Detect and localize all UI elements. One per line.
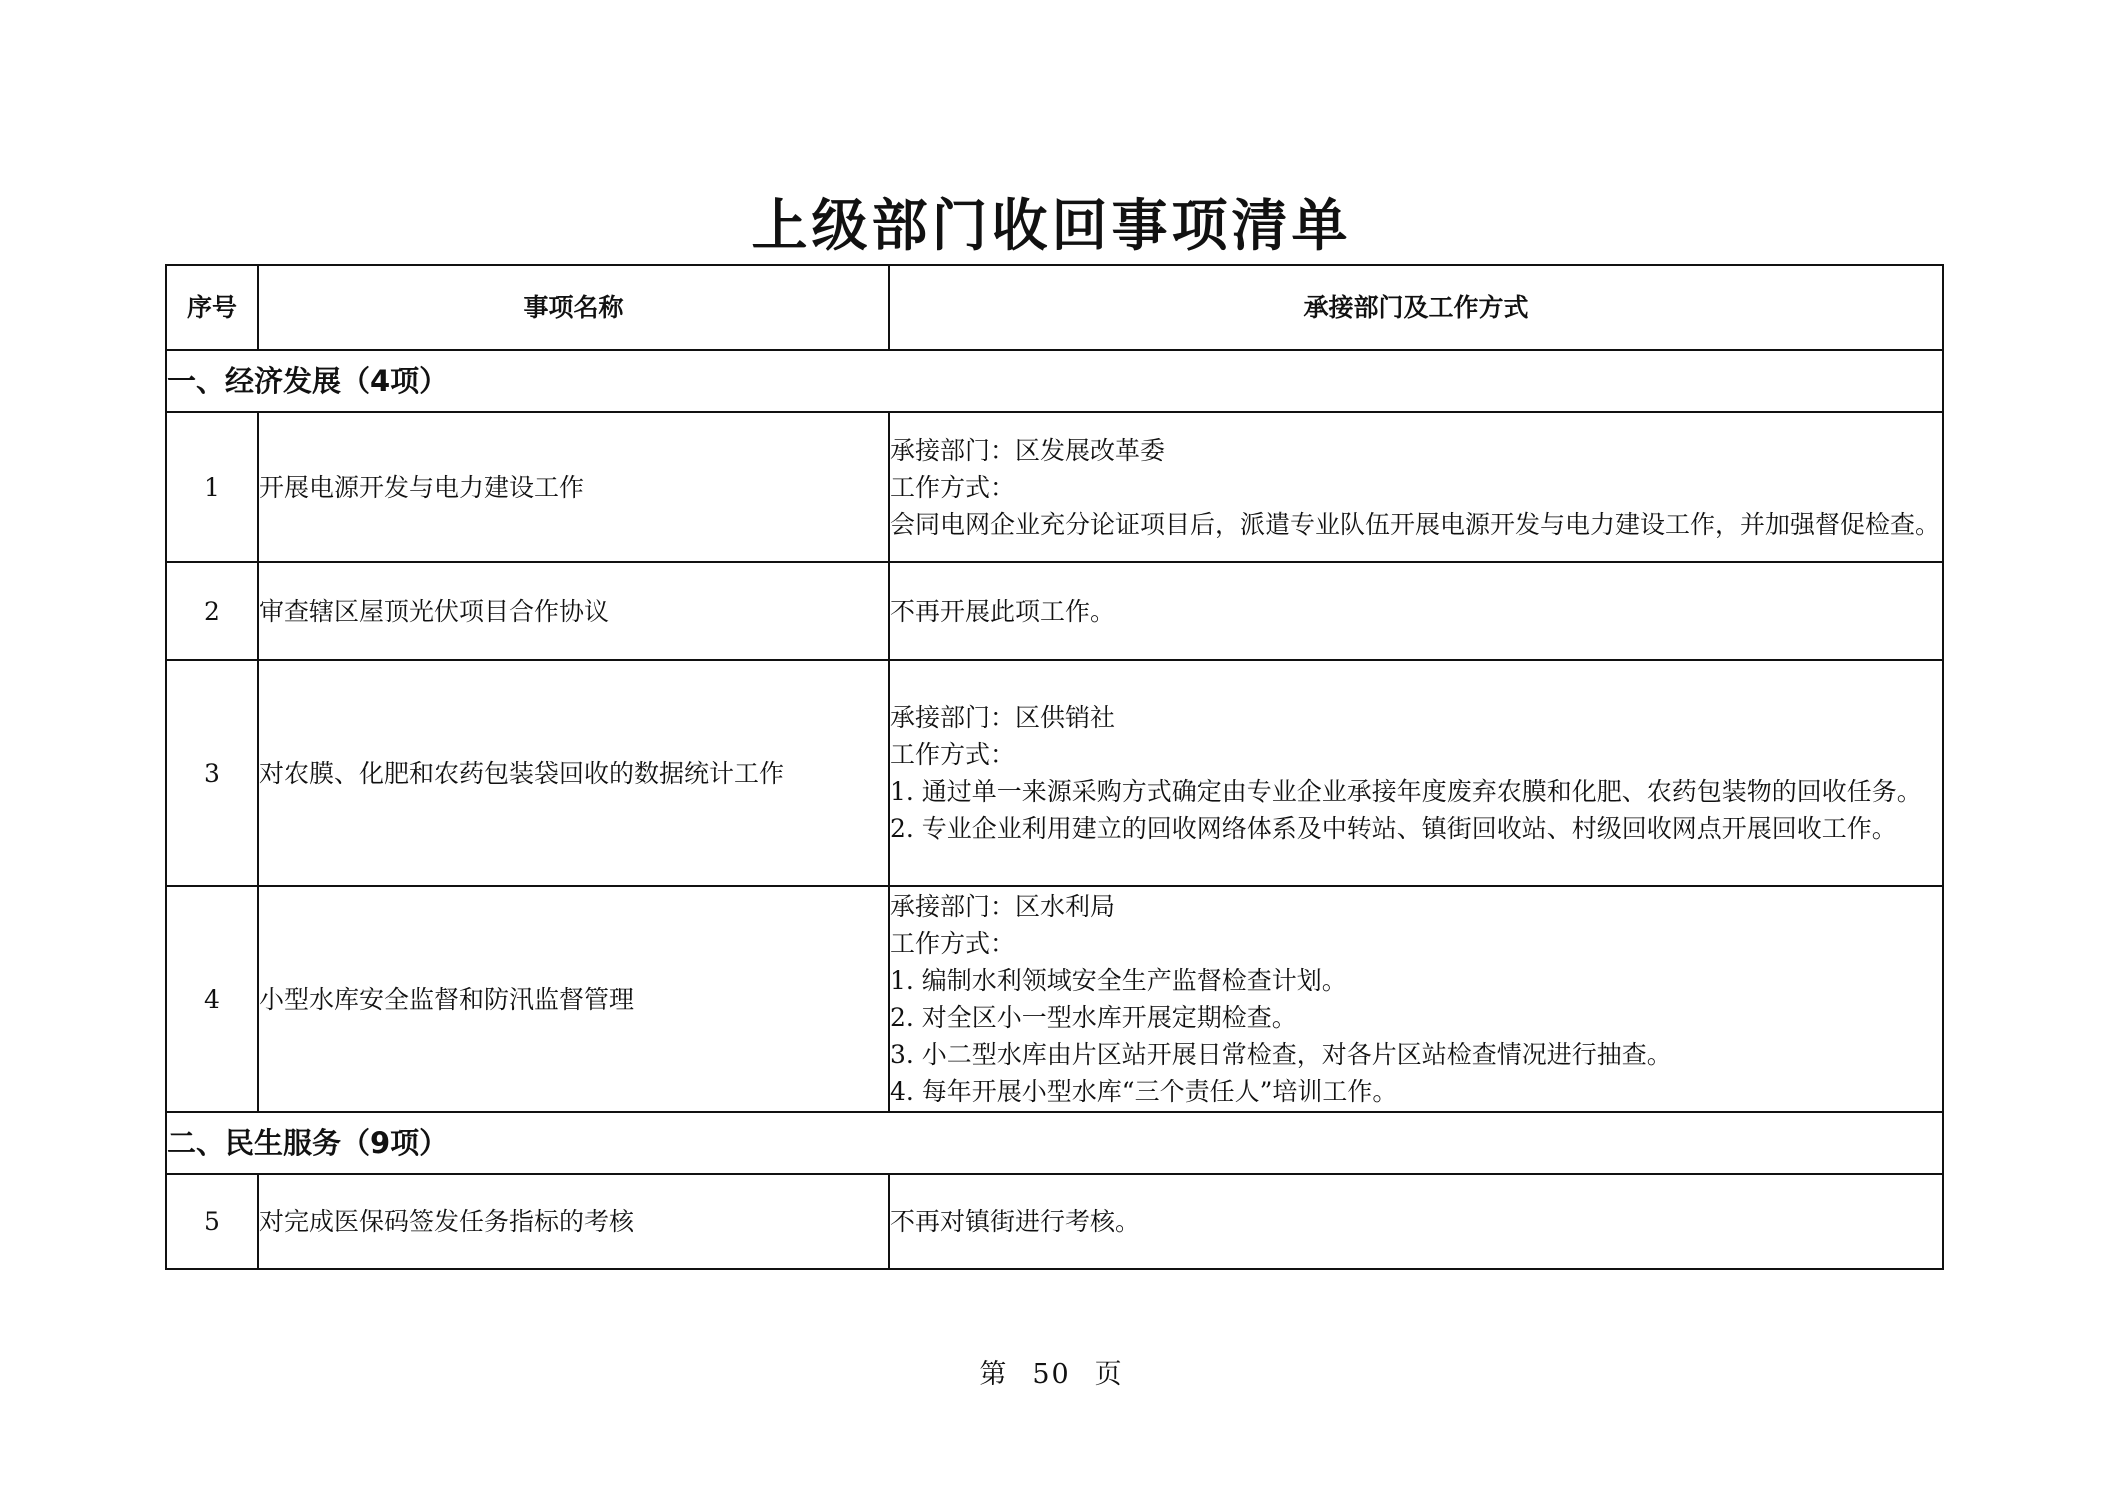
- table-row: [166, 1174, 1943, 1269]
- page-number-suffix: 页: [1094, 1359, 1124, 1390]
- section-row: [166, 1112, 1943, 1174]
- work-method-cell: [889, 1174, 1943, 1269]
- item-name: 小型水库安全监督和防汛监督管理: [258, 886, 889, 1112]
- table-row: [166, 886, 1943, 1112]
- method-line: 工作方式：: [890, 472, 1016, 502]
- item-name: 审查辖区屋顶光伏项目合作协议: [258, 562, 889, 660]
- table-row: [166, 412, 1943, 562]
- method-line: 不再对镇街进行考核。: [890, 1207, 1141, 1236]
- work-method-cell: [889, 660, 1943, 886]
- method-line: 2. 专业企业利用建立的回收网络体系及中转站、镇街回收站、村级回收网点开展回收工作。: [890, 814, 1897, 843]
- page-number-prefix: 第: [979, 1359, 1009, 1390]
- method-line: 1. 通过单一来源采购方式确定由专业企业承接年度废弃农膜和化肥、农药包装物的回收任务。: [890, 777, 1922, 806]
- items-table: [165, 264, 1944, 1270]
- table-row: [166, 660, 1943, 886]
- item-name: 开展电源开发与电力建设工作: [258, 412, 889, 562]
- section-label: 一、经济发展（4项）: [166, 350, 1943, 412]
- section-label: 二、民生服务（9项）: [166, 1112, 1943, 1174]
- method-line: 工作方式：: [890, 929, 1016, 958]
- row-number: 2: [166, 562, 258, 660]
- item-name: 对农膜、化肥和农药包装袋回收的数据统计工作: [258, 660, 889, 886]
- work-method-cell: [889, 562, 1943, 660]
- method-line: 承接部门：区发展改革委: [890, 435, 1166, 465]
- row-number: 1: [166, 412, 258, 562]
- header-way: 承接部门及工作方式: [889, 265, 1943, 350]
- method-line: 会同电网企业充分论证项目后，派遣专业队伍开展电源开发与电力建设工作，并加强督促检查。: [890, 509, 1941, 539]
- method-line: 1. 编制水利领域安全生产监督检查计划。: [890, 966, 1347, 995]
- method-line: 工作方式：: [890, 740, 1016, 769]
- row-number: 4: [166, 886, 258, 1112]
- method-line: 承接部门：区水利局: [890, 892, 1116, 921]
- row-number: 5: [166, 1174, 258, 1269]
- item-name: 对完成医保码签发任务指标的考核: [258, 1174, 889, 1269]
- table-row: [166, 562, 1943, 660]
- work-method-cell: [889, 886, 1943, 1112]
- row-number: 3: [166, 660, 258, 886]
- page-number: [0, 1352, 2103, 1391]
- page-title: 上级部门收回事项清单: [751, 194, 1352, 259]
- table-header-row: [166, 265, 1943, 350]
- method-line: 3. 小二型水库由片区站开展日常检查，对各片区站检查情况进行抽查。: [890, 1040, 1672, 1069]
- header-no: 序号: [166, 265, 258, 350]
- method-line: 承接部门：区供销社: [890, 703, 1116, 732]
- method-line: 2. 对全区小一型水库开展定期检查。: [890, 1003, 1297, 1032]
- header-name: 事项名称: [258, 265, 889, 350]
- section-row: [166, 350, 1943, 412]
- method-line: 4. 每年开展小型水库“三个责任人”培训工作。: [890, 1077, 1398, 1106]
- work-method-cell: [889, 412, 1943, 562]
- method-line: 不再开展此项工作。: [890, 596, 1116, 626]
- page-number-value: 50: [1032, 1359, 1071, 1390]
